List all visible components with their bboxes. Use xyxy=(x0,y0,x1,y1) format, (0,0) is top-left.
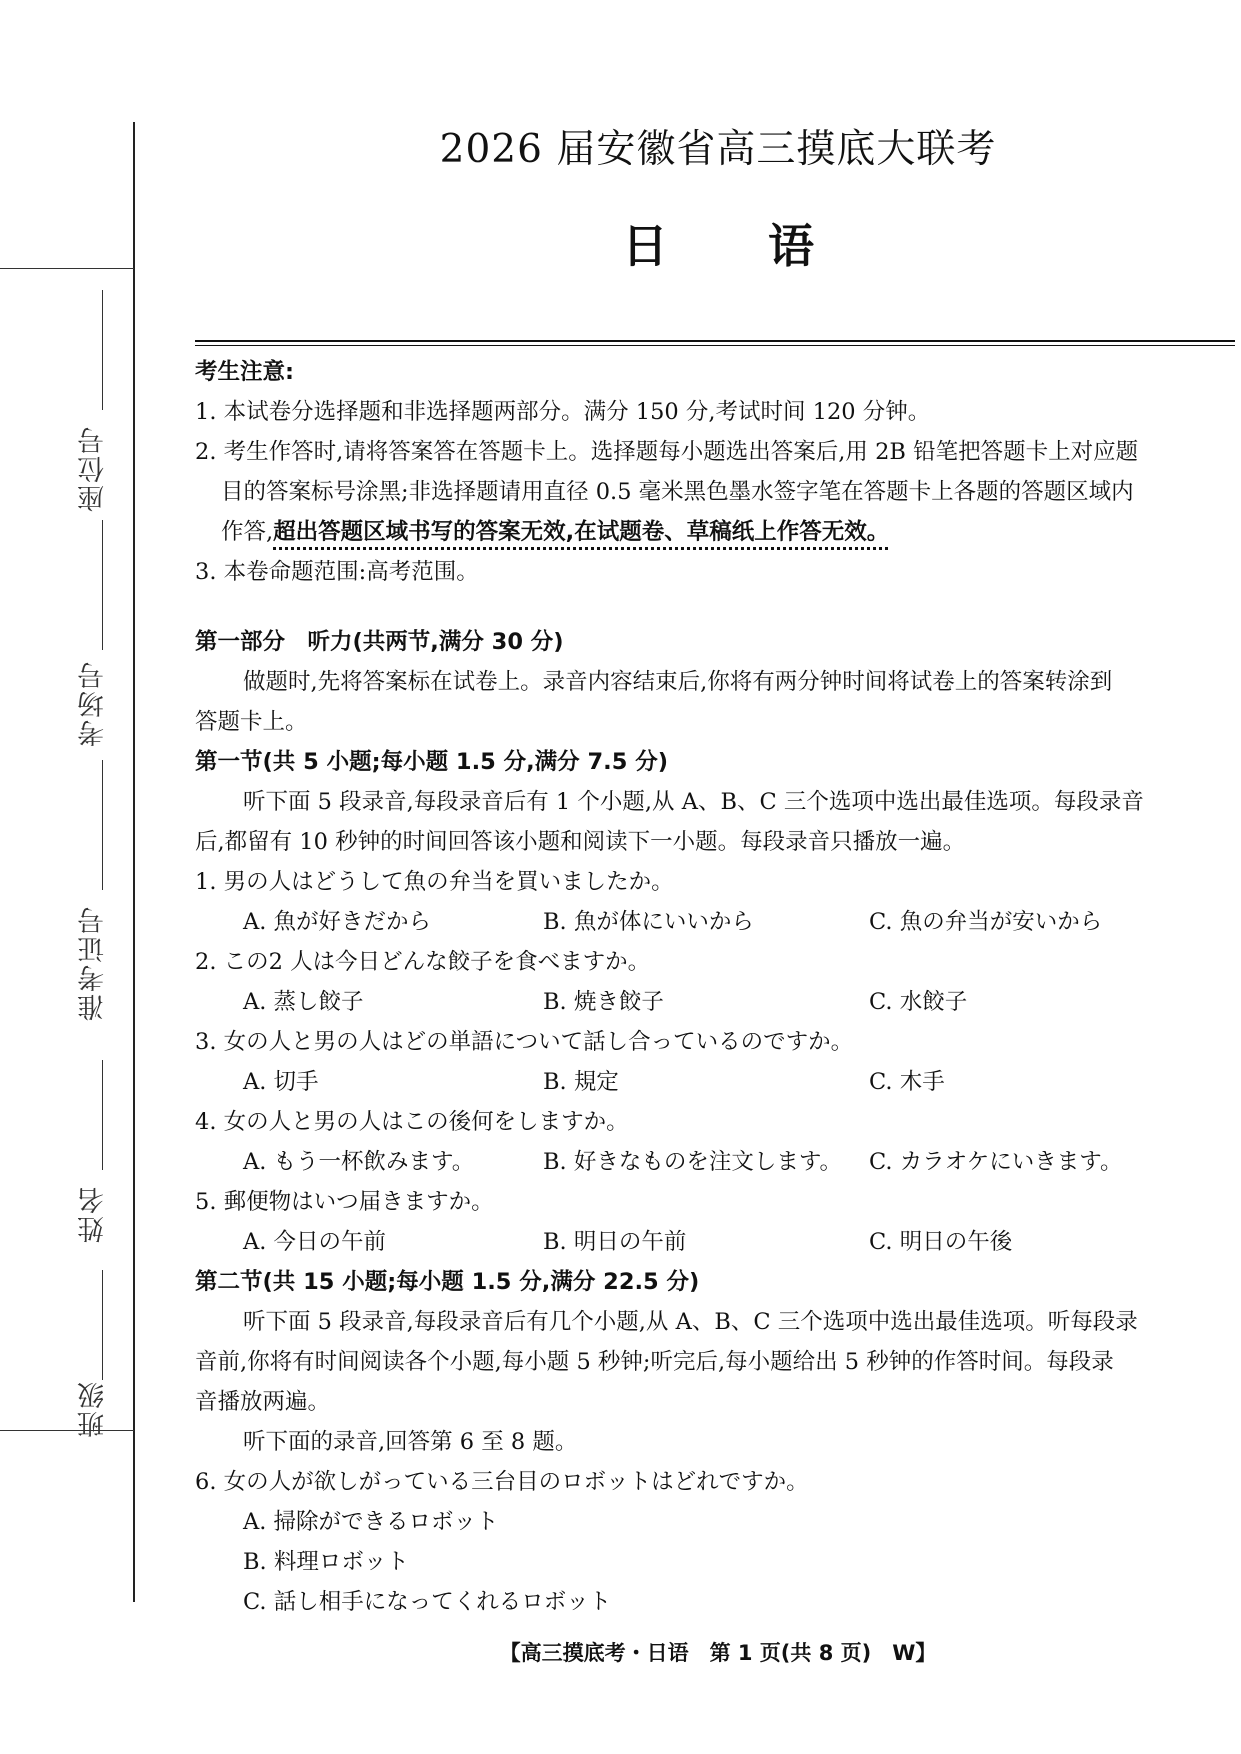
notice-item-2-line-3-a: 作答, xyxy=(221,519,274,545)
notice-item-1: 1. 本试卷分选择题和非选择题两部分。满分 150 分,考试时间 120 分钟。 xyxy=(195,399,931,425)
exam-room-line xyxy=(102,520,103,650)
part1-heading: 第一部分 听力(共两节,满分 30 分) xyxy=(195,629,564,655)
section1-intro-line-2: 后,都留有 10 秒钟的时间回答该小题和阅读下一小题。每段录音只播放一遍。 xyxy=(195,829,966,855)
question-3-options xyxy=(195,1062,1235,1102)
option-a: A. 今日の午前 xyxy=(243,1229,387,1255)
section2-intro-line-2: 音前,你将有时间阅读各个小题,每小题 5 秒钟;听完后,每小题给出 5 秒钟的作答时间。每段录 xyxy=(195,1349,1114,1375)
notice-item-2-line-1: 2. 考生作答时,请将答案答在答题卡上。选择题每小题选出答案后,用 2B 铅笔把答题卡上对应题 xyxy=(195,439,1139,465)
question-2-options xyxy=(195,982,1235,1022)
option-a: A. 蒸し餃子 xyxy=(243,989,364,1015)
header-rule xyxy=(195,340,1235,342)
option-b: B. 規定 xyxy=(543,1069,619,1095)
part1-intro-line-1: 做题时,先将答案标在试卷上。录音内容结束后,你将有两分钟时间将试卷上的答案转涂到 xyxy=(243,669,1113,695)
question-4-options xyxy=(195,1142,1235,1182)
section1-heading: 第一节(共 5 小题;每小题 1.5 分,满分 7.5 分) xyxy=(195,749,668,775)
option-a: A. 魚が好きだから xyxy=(243,909,432,935)
option-b: B. 焼き餃子 xyxy=(543,989,664,1015)
question-1-options xyxy=(195,902,1235,942)
notice-heading: 考生注意: xyxy=(195,359,294,385)
notice-item-2-line-2: 目的答案标号涂黑;非选择题请用直径 0.5 毫米黑色墨水签字笔在答题卡上各题的答题区域内 xyxy=(221,479,1134,505)
question-3: 3. 女の人と男の人はどの単語について話し合っているのですか。 xyxy=(195,1029,854,1055)
option-c: C. 木手 xyxy=(869,1069,945,1095)
question-4: 4. 女の人と男の人はこの後何をしますか。 xyxy=(195,1109,629,1135)
question-6: 6. 女の人が欲しがっている三台目のロボットはどれですか。 xyxy=(195,1469,809,1495)
section2-listen-note: 听下面的录音,回答第 6 至 8 题。 xyxy=(243,1429,578,1455)
section2-intro-line-3: 音播放两遍。 xyxy=(195,1389,331,1415)
question-2: 2. この2 人は今日どんな餃子を食べますか。 xyxy=(195,949,651,975)
question-6-option-c: C. 話し相手になってくれるロボット xyxy=(243,1589,612,1615)
option-b: B. 明日の午前 xyxy=(543,1229,687,1255)
admission-number-label: 准考证号 xyxy=(78,905,109,1021)
notice-item-3: 3. 本卷命题范围:高考范围。 xyxy=(195,559,479,585)
notice-item-2-line-3 xyxy=(195,512,1235,552)
option-c: C. 明日の午後 xyxy=(869,1229,1013,1255)
section1-intro-line-1: 听下面 5 段录音,每段录音后有 1 个小题,从 A、B、C 三个选项中选出最佳选项。每段录音 xyxy=(243,789,1144,815)
option-c: C. カラオケにいきます。 xyxy=(869,1149,1123,1175)
admission-number-line xyxy=(102,760,103,890)
exam-title: 2026 届安徽省高三摸底大联考 xyxy=(439,127,997,172)
name-label: 姓名 xyxy=(78,1185,109,1243)
seat-number-label: 座位号 xyxy=(78,425,109,512)
binding-margin-line xyxy=(133,122,135,1602)
part1-intro-line-2: 答题卡上。 xyxy=(195,709,308,735)
notice-emphasis: 超出答题区域书写的答案无效,在试题卷、草稿纸上作答无效。 xyxy=(273,519,890,545)
class-label: 班级 xyxy=(78,1380,109,1438)
binding-top-rule xyxy=(0,268,134,269)
section2-intro-line-1: 听下面 5 段录音,每段录音后有几个小题,从 A、B、C 三个选项中选出最佳选项。听每段录 xyxy=(243,1309,1138,1335)
name-line xyxy=(102,1060,103,1170)
question-6-option-a: A. 掃除ができるロボット xyxy=(243,1509,499,1535)
option-a: A. もう一杯飲みます。 xyxy=(243,1149,475,1175)
option-b: B. 魚が体にいいから xyxy=(543,909,754,935)
subject-title: 日语 xyxy=(622,219,914,273)
exam-room-label: 考场号 xyxy=(78,660,109,747)
section2-heading: 第二节(共 15 小题;每小题 1.5 分,满分 22.5 分) xyxy=(195,1269,700,1295)
option-b: B. 好きなものを注文します。 xyxy=(543,1149,843,1175)
header-rule-thin xyxy=(195,345,1235,346)
class-line xyxy=(102,1270,103,1380)
option-c: C. 水餃子 xyxy=(869,989,968,1015)
binding-bottom-rule xyxy=(0,1430,134,1431)
option-a: A. 切手 xyxy=(243,1069,319,1095)
question-1: 1. 男の人はどうして魚の弁当を買いましたか。 xyxy=(195,869,674,895)
page-content xyxy=(195,352,1235,1622)
question-5: 5. 郵便物はいつ届きますか。 xyxy=(195,1189,494,1215)
question-6-option-b: B. 料理ロボット xyxy=(243,1549,409,1575)
option-c: C. 魚の弁当が安いから xyxy=(869,909,1103,935)
seat-number-line xyxy=(102,290,103,410)
question-5-options xyxy=(195,1222,1235,1262)
page-footer: 【高三摸底考・日语 第 1 页(共 8 页) W】 xyxy=(499,1641,937,1665)
